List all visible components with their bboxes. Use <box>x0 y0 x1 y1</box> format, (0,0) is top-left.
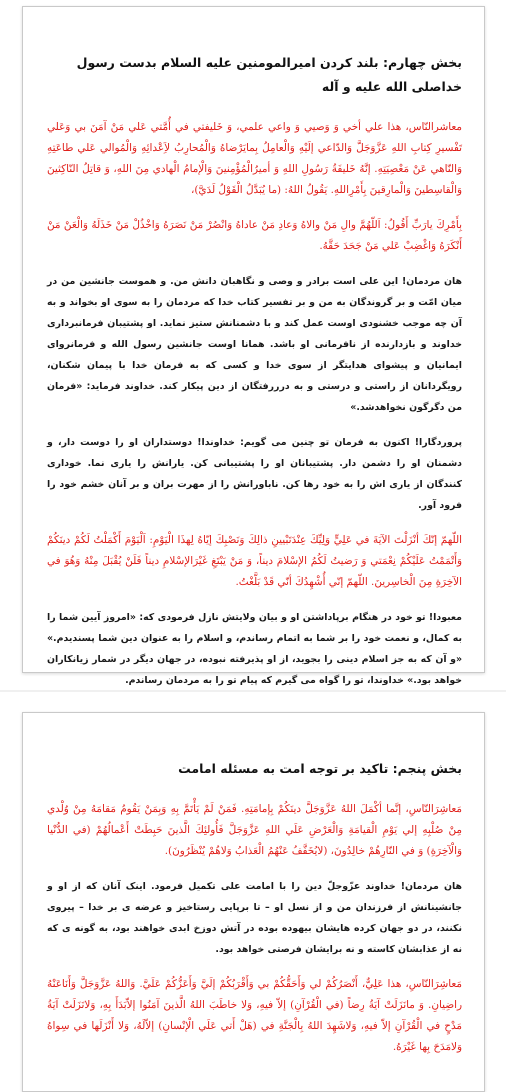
document-page-2 <box>22 712 485 1092</box>
page-content <box>23 7 484 691</box>
arabic-paragraph: معاشرالنّاس، هذا علي أخي وَ وَصيي وَ واعي علمي، وَ خَليفتي في أُمَّتي عَلي مَنْ آمَنَ بي وَعَلي تَفْسيرِ كِتابِ اللهِ عَزَّوَجَلَّ وَالدّاعي إلَيْهِ وَالْعامِلُ بِمايَرْضاهُ وَالْمُحارِبُ لاَِعْدائِهِ وَالْمُوالي عَلي طاعَتِهِ وَالنّاهي عَنْ مَعْصِيَتِهِ. إنَّهُ خَليفَةُ رَسُولِ اللهِ وَ أميرُالْمُؤْمِنينَ وَالْإمامُ الْهادي مِنَ اللهِ، وَ قاتِلُ النّاكِثينَ وَالْقاسِطينَ وَالْمارِقينَ بِأَمْرِاللهِ. يَقُولُ اللهُ: (ما يُبَدَّلُ الْقَوْلُ لَدَيَّ)، <box>47 121 462 196</box>
document-page-1 <box>22 6 485 686</box>
section-heading: بخش چهارم: بلند کردن امیرالمومنین علیه السلام بدست رسول خداصلی الله علیه و آله <box>76 55 462 94</box>
page-separator <box>0 690 506 692</box>
arabic-paragraph: اللّهمّ إنّكَ أنْزَلْتَ الآيَةَ في عَلِيٍّ وَلِيِّكَ عِنْدَتَبْيينِ ذالِكَ وَنَصْبِكَ إيّاهُ لِهذَا الْيَوْمِ: اَلْيَوْمَ أَكْمَلْتُ لَكُمْ دينَكُمْ وَأَتْمَمْتُ عَلَيْكُمْ نِعْمَتي وَ رَضيتُ لَكُمُ الإسْلامَ ديناً، وَ مَنْ يَبْتَغِ غَيْرَالإسْلامِ ديناً فَلَنْ يُقْبَلَ مِنْهُ وَهُوَ في الآخِرَةِ مِنَ الْخاسِرينَ. اللّهمّ إنّي أُشْهِدُكَ أنّي قَدْ بَلَّغْتُ. <box>47 534 462 588</box>
arabic-paragraph: مَعاشِرَالنّاسِ، هذا عَلِيٌّ، أَنْصَرُكُمْ لي وَأَحَقُّكُمْ بي وَأَقْرَبُكُمْ إلَيَّ وَأَعَزُّكُمْ عَلَيَّ. وَاللهُ عَزَّوَجَلَّ وَأَنَاعَنْهُ راضِيانِ. وَ مانَزَلَتْ آيَةُ رِضاً (في الْقُرْآنِ) إلاّ فيهِ، وَلا خاطَبَ اللهُ الَّذينَ آمَنُوا إلاّبَدَأَ بِهِ، وَلانَزَلَتْ آيَةُ مَدْحٍ في الْقُرْآنِ إلاّ فيهِ، وَلاشَهِدَ اللهُ بِالْجَنَّةِ في (هَلْ أَتي عَلَي الْإنْسانِ) إلاّلَهُ، وَلا أَنْزَلَها في سِواهُ وَلامَدَحَ بِها غَيْرَهُ. <box>47 978 462 1053</box>
persian-paragraph: معبودا! تو خود در هنگام برپاداشتن او و بیان ولایتش نازل فرمودی که: «امروز آیین شما را به کمال، و نعمت خود را بر شما به اتمام رساندم، و اسلام را به عنوان دین شما پسندیدم.» «و آن که به جز اسلام دینی را بجوید، از او پذیرفته نبوده، در جهان دیگر در شمار زیانکاران خواهد بود.» خداوندا، تو را گواه می گیرم که پیام تو را به مردمان رساندم. <box>47 612 462 686</box>
persian-paragraph: پروردگارا! اکنون به فرمان تو چنین می گویم: خداوندا! دوستداران او را دوست دار، و دشمنان او را دشمن دار. پشتیبانان او را پشتیبانی کن. یارانش را یاری نما. خوداری کنندگان از یاری اش را به خود رها کن. ناباورانش را از مهرت بران و بر آنان خشم خود را فرود آور. <box>47 437 462 511</box>
section-heading: بخش پنجم: تاکید بر توجه امت به مسئله امامت <box>178 761 462 776</box>
persian-paragraph: هان مردمان! خداوند عزّوجلّ دین را با امامت علی تکمیل فرمود. اینک آنان که از او و جانشینانش از فرزندان من و از نسل او – تا برپایی رستاخیز و عرضه ی بر خدا – پیروی نکنند، در دو جهان کرده هایشان بیهوده بوده در آتش دوزخ ابدی خواهند بود، به گونه ی که نه از عذابشان کاسته و نه برایشان فرصتی خواهد بود. <box>47 881 462 955</box>
arabic-paragraph: بِأَمْرِكَ يارَبِّ أَقُولُ: اَللّهُمَّ والِ مَنْ والاهُ وَعادِ مَنْ عاداهُ وَانْصُرْ مَنْ نَصَرَهُ وَاخْذُلْ مَنْ خَذَلَهُ وَالْعَنْ مَنْ أَنْكَرَهُ وَاغْضِبْ عَلي مَنْ جَحَدَ حَقَّهُ. <box>47 219 462 252</box>
page-content <box>23 713 484 1058</box>
persian-paragraph: هان مردمان! این علی است برادر و وصی و نگاهبان دانش من. و هموست جانشین من در میان امّت و بر گروندگان به من و بر تفسیر کتاب خدا که مردمان را به سوی او بخواند و به آن چه موجب خشنودی اوست عمل کند و با دشمنانش ستیز نماید. او پشتیبان فرمانبرداری خداوند و بازدارنده از نافرمانی او باشد. همانا اوست جانشین رسول الله و فرمانروای ایمانیان و پیشوای هدایتگر از سوی خدا و کسی که به فرمان خدا با پیمان شکنان، رویگردانان از راستی و درستی و به درررفتگان از دین پیکار کند. خداوند فرماید: «فرمان من دگرگون نخواهدشد.» <box>47 276 462 413</box>
arabic-paragraph: مَعاشِرَالنّاسِ، إنَّما أكْمَلَ اللهُ عَزَّوَجَلَّ دينَكُمْ بِإمامَتِهِ. فَمَنْ لَمْ يَأْتَمَّ بِهِ وَبِمَنْ يَقُومُ مَقامَهُ مِنْ وُلْدي مِنْ صُلْبِهِ إلي يَوْمِ الْقيامَةِ وَالْعَرْضِ عَلَي اللهِ عَزَّوَجَلَّ فَأُولئِكَ الَّذينَ حَبِطَتْ أَعْمالُهُمْ (في الدُّنْيا وَالْآخِرَةِ) وَ في النّارِهُمْ خالِدُونَ، (لايُخَفَّفُ عَنْهُمُ الْعَذابُ وَلاهُمْ يُنْظَرُونَ). <box>47 803 462 857</box>
